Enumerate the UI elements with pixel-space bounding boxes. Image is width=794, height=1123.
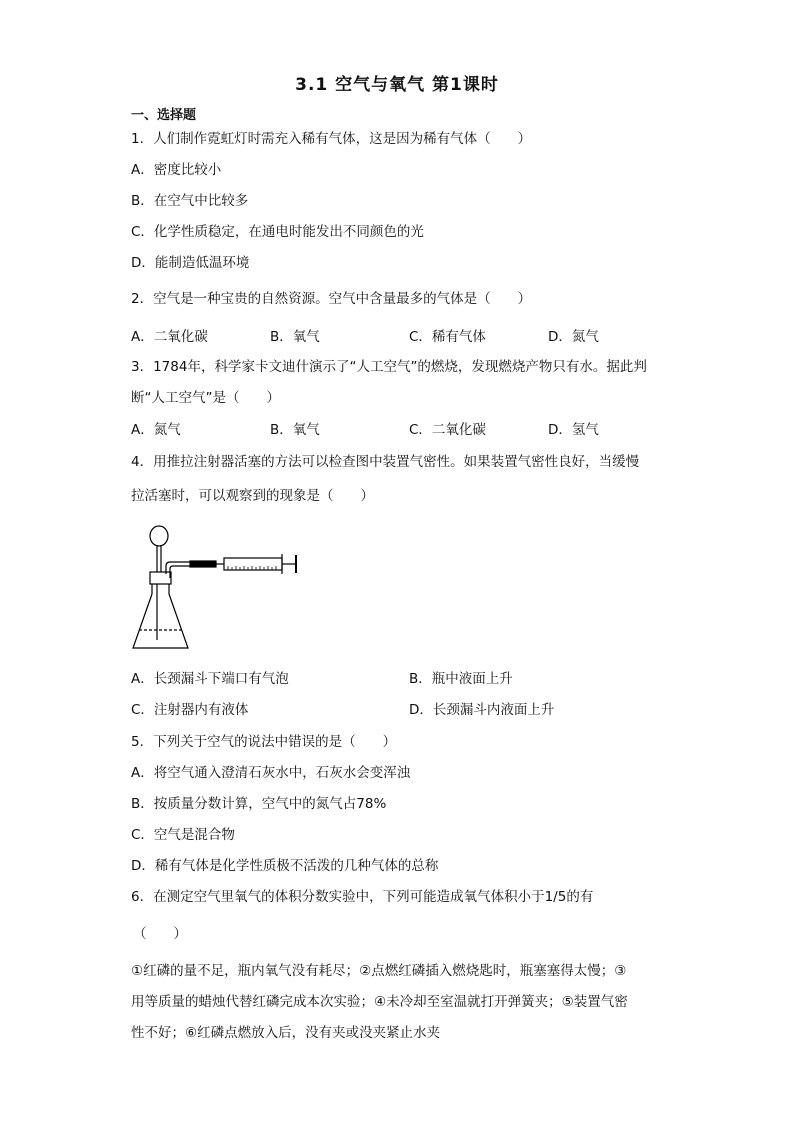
q5-option-a[interactable]: A．将空气通入澄清石灰水中，石灰水会变浑浊	[131, 765, 411, 781]
q3-option-a[interactable]: A．氮气	[131, 422, 181, 438]
q4-option-d[interactable]: D．长颈漏斗内液面上升	[409, 702, 555, 718]
page-title: 3.1 空气与氧气 第1课时	[295, 75, 499, 95]
q5-option-c[interactable]: C．空气是混合物	[131, 827, 235, 843]
q3-option-c[interactable]: C．二氧化碳	[409, 422, 486, 438]
q2-option-b[interactable]: B．氧气	[270, 329, 320, 345]
section-heading: 一、选择题	[131, 108, 197, 123]
q4-option-b[interactable]: B．瓶中液面上升	[409, 671, 513, 687]
q2-option-d[interactable]: D．氮气	[548, 329, 599, 345]
q3-option-d[interactable]: D．氢气	[548, 422, 599, 438]
flask-body	[133, 594, 188, 648]
q2-option-c[interactable]: C．稀有气体	[409, 329, 486, 345]
q5-option-b[interactable]: B．按质量分数计算，空气中的氮气占78%	[131, 796, 387, 812]
q4-option-a[interactable]: A．长颈漏斗下端口有气泡	[131, 671, 289, 687]
q1-stem: 1．人们制作霓虹灯时需充入稀有气体，这是因为稀有气体（ ）	[131, 131, 532, 147]
q6-condition-line3: 性不好；⑥红磷点燃放入后，没有夹或没夹紧止水夹	[131, 1025, 441, 1041]
q6-condition-line1: ①红磷的量不足，瓶内氧气没有耗尽；②点燃红磷插入燃烧匙时，瓶塞塞得太慢；③	[131, 963, 627, 979]
q4-option-c[interactable]: C．注射器内有液体	[131, 702, 249, 718]
stopper	[150, 572, 171, 584]
apparatus-figure	[128, 522, 308, 657]
q3-option-b[interactable]: B．氧气	[270, 422, 320, 438]
q3-stem-line2: 断“人工空气”是（ ）	[131, 390, 280, 406]
q3-stem-line1: 3．1784年，科学家卡文迪什演示了“人工空气”的燃烧，发现燃烧产物只有水。据此判	[131, 359, 647, 375]
q4-stem-line2: 拉活塞时，可以观察到的现象是（ ）	[131, 488, 374, 504]
q1-option-c[interactable]: C．化学性质稳定，在通电时能发出不同颜色的光	[131, 224, 424, 240]
q6-stem: 6．在测定空气里氧气的体积分数实验中，下列可能造成氧气体积小于1/5的有	[131, 889, 594, 905]
q2-stem: 2．空气是一种宝贵的自然资源。空气中含量最多的气体是（ ）	[131, 291, 532, 307]
funnel-bulb	[150, 526, 168, 546]
q1-option-d[interactable]: D．能制造低温环境	[131, 255, 250, 271]
syringe-barrel	[224, 558, 282, 570]
q5-option-d[interactable]: D．稀有气体是化学性质极不活泼的几种气体的总称	[131, 858, 439, 874]
q1-option-a[interactable]: A．密度比较小	[131, 162, 222, 178]
q6-answer-paren: （ ）	[133, 926, 187, 942]
q6-condition-line2: 用等质量的蜡烛代替红磷完成本次实验；④未冷却至室温就打开弹簧夹；⑤装置气密	[131, 994, 628, 1010]
q5-stem: 5．下列关于空气的说法中错误的是（ ）	[131, 734, 397, 750]
rubber-connector	[190, 561, 216, 567]
q1-option-b[interactable]: B．在空气中比较多	[131, 193, 249, 209]
q4-stem-line1: 4．用推拉注射器活塞的方法可以检查图中装置气密性。如果装置气密性良好，当缓慢	[131, 454, 640, 470]
q2-option-a[interactable]: A．二氧化碳	[131, 329, 208, 345]
